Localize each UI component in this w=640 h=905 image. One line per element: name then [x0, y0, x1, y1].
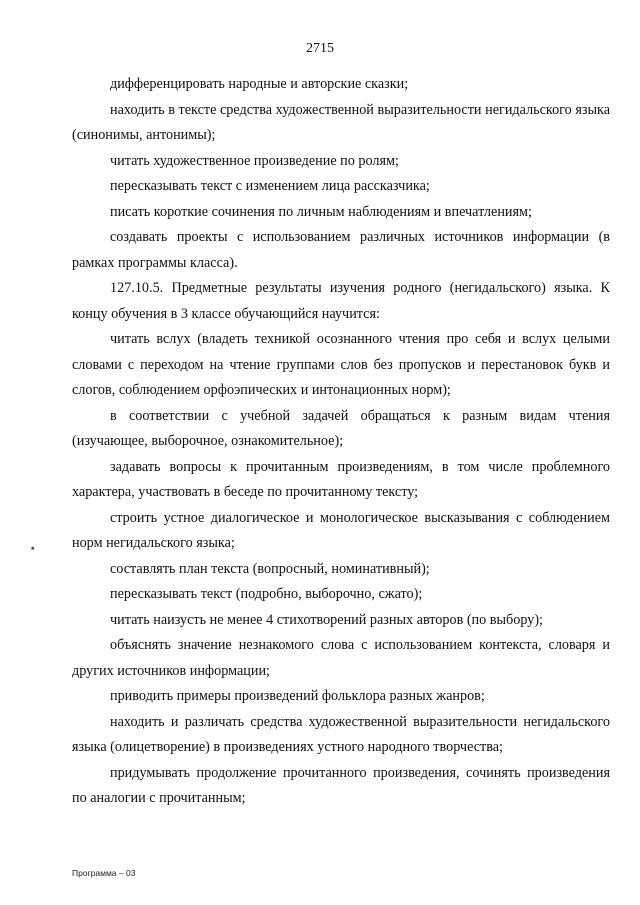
paragraph: создавать проекты с использованием различных источников информации (в рамках программы класса). — [72, 229, 610, 271]
page-number: 2715 — [306, 41, 334, 56]
paragraph: приводить примеры произведений фольклора разных жанров; — [110, 688, 485, 704]
paragraph: объяснять значение незнакомого слова с использованием контекста, словаря и других источников информации; — [72, 637, 610, 679]
section-heading-paragraph: 127.10.5. Предметные результаты изучения родного (негидальского) языка. К концу обучения в 3 классе обучающийся научится: — [72, 280, 610, 322]
margin-mark: ٭ — [30, 543, 36, 554]
paragraph: читать художественное произведение по ролям; — [110, 152, 399, 169]
paragraph: читать наизусть не менее 4 стихотворений разных авторов (по выбору); — [110, 611, 544, 628]
paragraph: задавать вопросы к прочитанным произведениям, в том числе проблемного характера, участвовать в беседе по прочитанному тексту; — [72, 458, 610, 500]
paragraph: находить и различать средства художественной выразительности негидальского языка (олицетворение) в произведениях устного народного творчества; — [72, 713, 610, 755]
paragraph: составлять план текста (вопросный, номинативный); — [110, 560, 430, 577]
paragraph: дифференцировать народные и авторские сказки; — [110, 76, 409, 92]
paragraph: читать вслух (владеть техникой осознанного чтения про себя и вслух целыми словами с переходом на чтение группами слов без пропусков и перестановок букв и слогов, соблюдением орфоэпических и интонационных норм); — [72, 331, 610, 398]
paragraph: пересказывать текст (подробно, выборочно, сжато); — [110, 586, 423, 602]
paragraph: находить в тексте средства художественной выразительности негидальского языка (синонимы, антонимы); — [72, 101, 610, 143]
paragraph: в соответствии с учебной задачей обращаться к разным видам чтения (изучающее, выборочное, ознакомительное); — [72, 407, 610, 449]
paragraph: строить устное диалогическое и монологическое высказывания с соблюдением норм негидальского языка; — [72, 509, 610, 551]
paragraph: писать короткие сочинения по личным наблюдениям и впечатлениям; — [110, 203, 532, 220]
page-footer: Программа – 03 — [72, 868, 136, 878]
body-text — [72, 72, 610, 812]
paragraph: придумывать продолжение прочитанного произведения, сочинять произведения по аналогии с прочитанным; — [72, 764, 610, 806]
paragraph: пересказывать текст с изменением лица рассказчика; — [110, 178, 430, 194]
